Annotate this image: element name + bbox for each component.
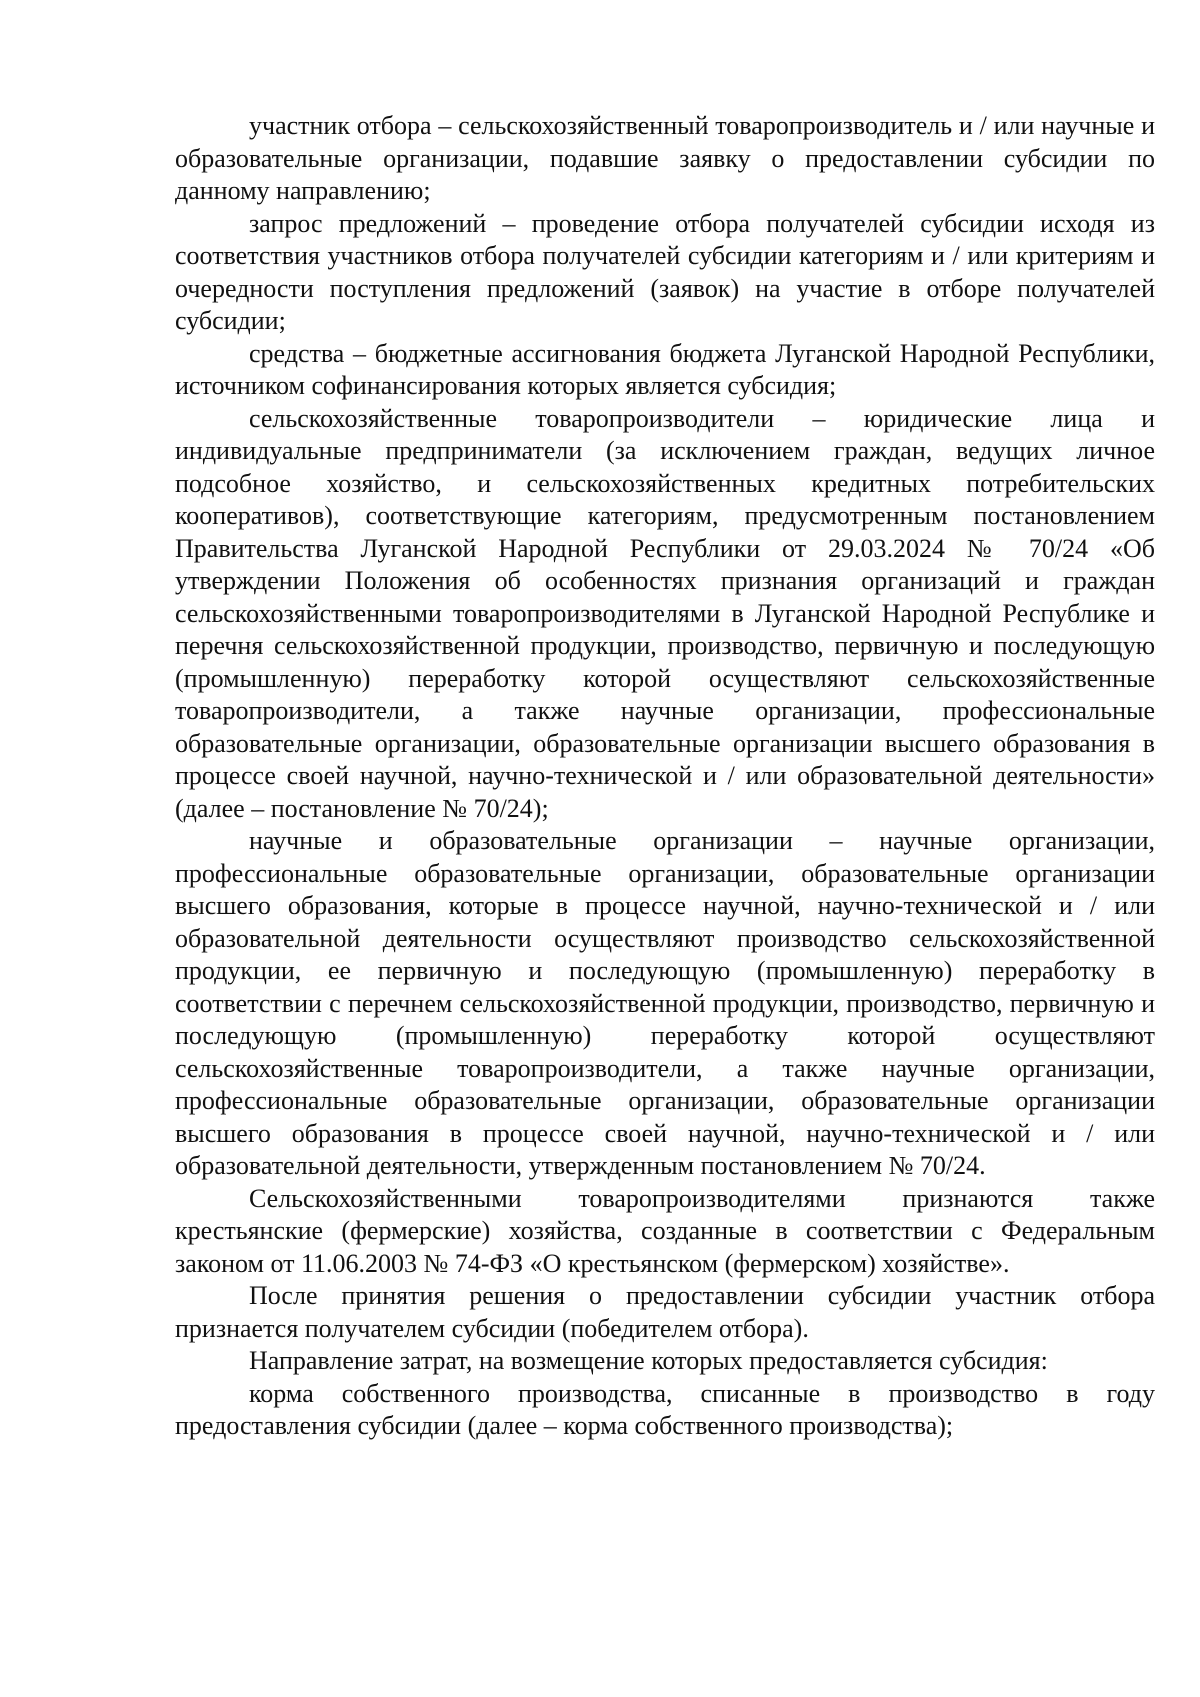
paragraph-request-for-proposals: запрос предложений – проведение отбора получателей субсидии исходя из соответствия участников отбора получателей субсидии категориям и / или критериям и очередности поступления предложений (заявок) на участие в отборе получателей субсидии; xyxy=(175,208,1155,335)
paragraph-selection-participant: участник отбора – сельскохозяйственный товаропроизводитель и / или научные и образовательные организации, подавшие заявку о предоставлении субсидии по данному направлению; xyxy=(175,111,1155,205)
paragraph-agricultural-producers: сельскохозяйственные товаропроизводители – юридические лица и индивидуальные предприниматели (за исключением граждан, ведущих личное подсобное хозяйство, и сельскохозяйственных кредитных потребительских кооперативов), соответствующие категориям, предусмотренным постановлением Правительства Луганской Народной Республики от 29.03.2024 № 70/24 «Об утверждении Положения об особенностях признания организаций и граждан сельскохозяйственными товаропроизводителями в Луганской Народной Республике и перечня сельскохозяйственной продукции, производство, первичную и последующую (промышленную) переработку которой осуществляют сельскохозяйственные товаропроизводители, а также научные организации, профессиональные образовательные организации, образовательные организации высшего образования в процессе своей научной, научно-технической и / или образовательной деятельности» (далее – постановление № 70/24); xyxy=(175,403,1155,823)
paragraph-scientific-educational-organizations: научные и образовательные организации – научные организации, профессиональные образовательные организации, образовательные организации высшего образования, которые в процессе научной, научно-технической и / или образовательной деятельности осуществляют производство сельскохозяйственной продукции, ее первичную и последующую (промышленную) переработку в соответствии с перечнем сельскохозяйственной продукции, производство, первичную и последующую (промышленную) переработку которой осуществляют сельскохозяйственные товаропроизводители, а также научные организации, профессиональные образовательные организации, образовательные организации высшего образования в процессе своей научной, научно-технической и / или образовательной деятельности, утвержденным постановлением № 70/24. xyxy=(175,826,1155,1180)
paragraph-subsidy-recipient: После принятия решения о предоставлении субсидии участник отбора признается получателем субсидии (победителем отбора). xyxy=(175,1281,1155,1343)
paragraph-cost-direction: Направление затрат, на возмещение которых предоставляется субсидия: xyxy=(249,1346,1048,1375)
paragraph-peasant-farms: Сельскохозяйственными товаропроизводителями признаются также крестьянские (фермерские) хозяйства, созданные в соответствии с Федеральным законом от 11.06.2003 № 74-ФЗ «О крестьянском (фермерском) хозяйстве». xyxy=(175,1183,1155,1278)
paragraph-funds: средства – бюджетные ассигнования бюджета Луганской Народной Республики, источником софинансирования которых является субсидия; xyxy=(175,338,1155,400)
paragraph-own-production-feed: корма собственного производства, списанные в производство в году предоставления субсидии (далее – корма собственного производства); xyxy=(175,1378,1155,1440)
document-page xyxy=(175,110,1155,1443)
